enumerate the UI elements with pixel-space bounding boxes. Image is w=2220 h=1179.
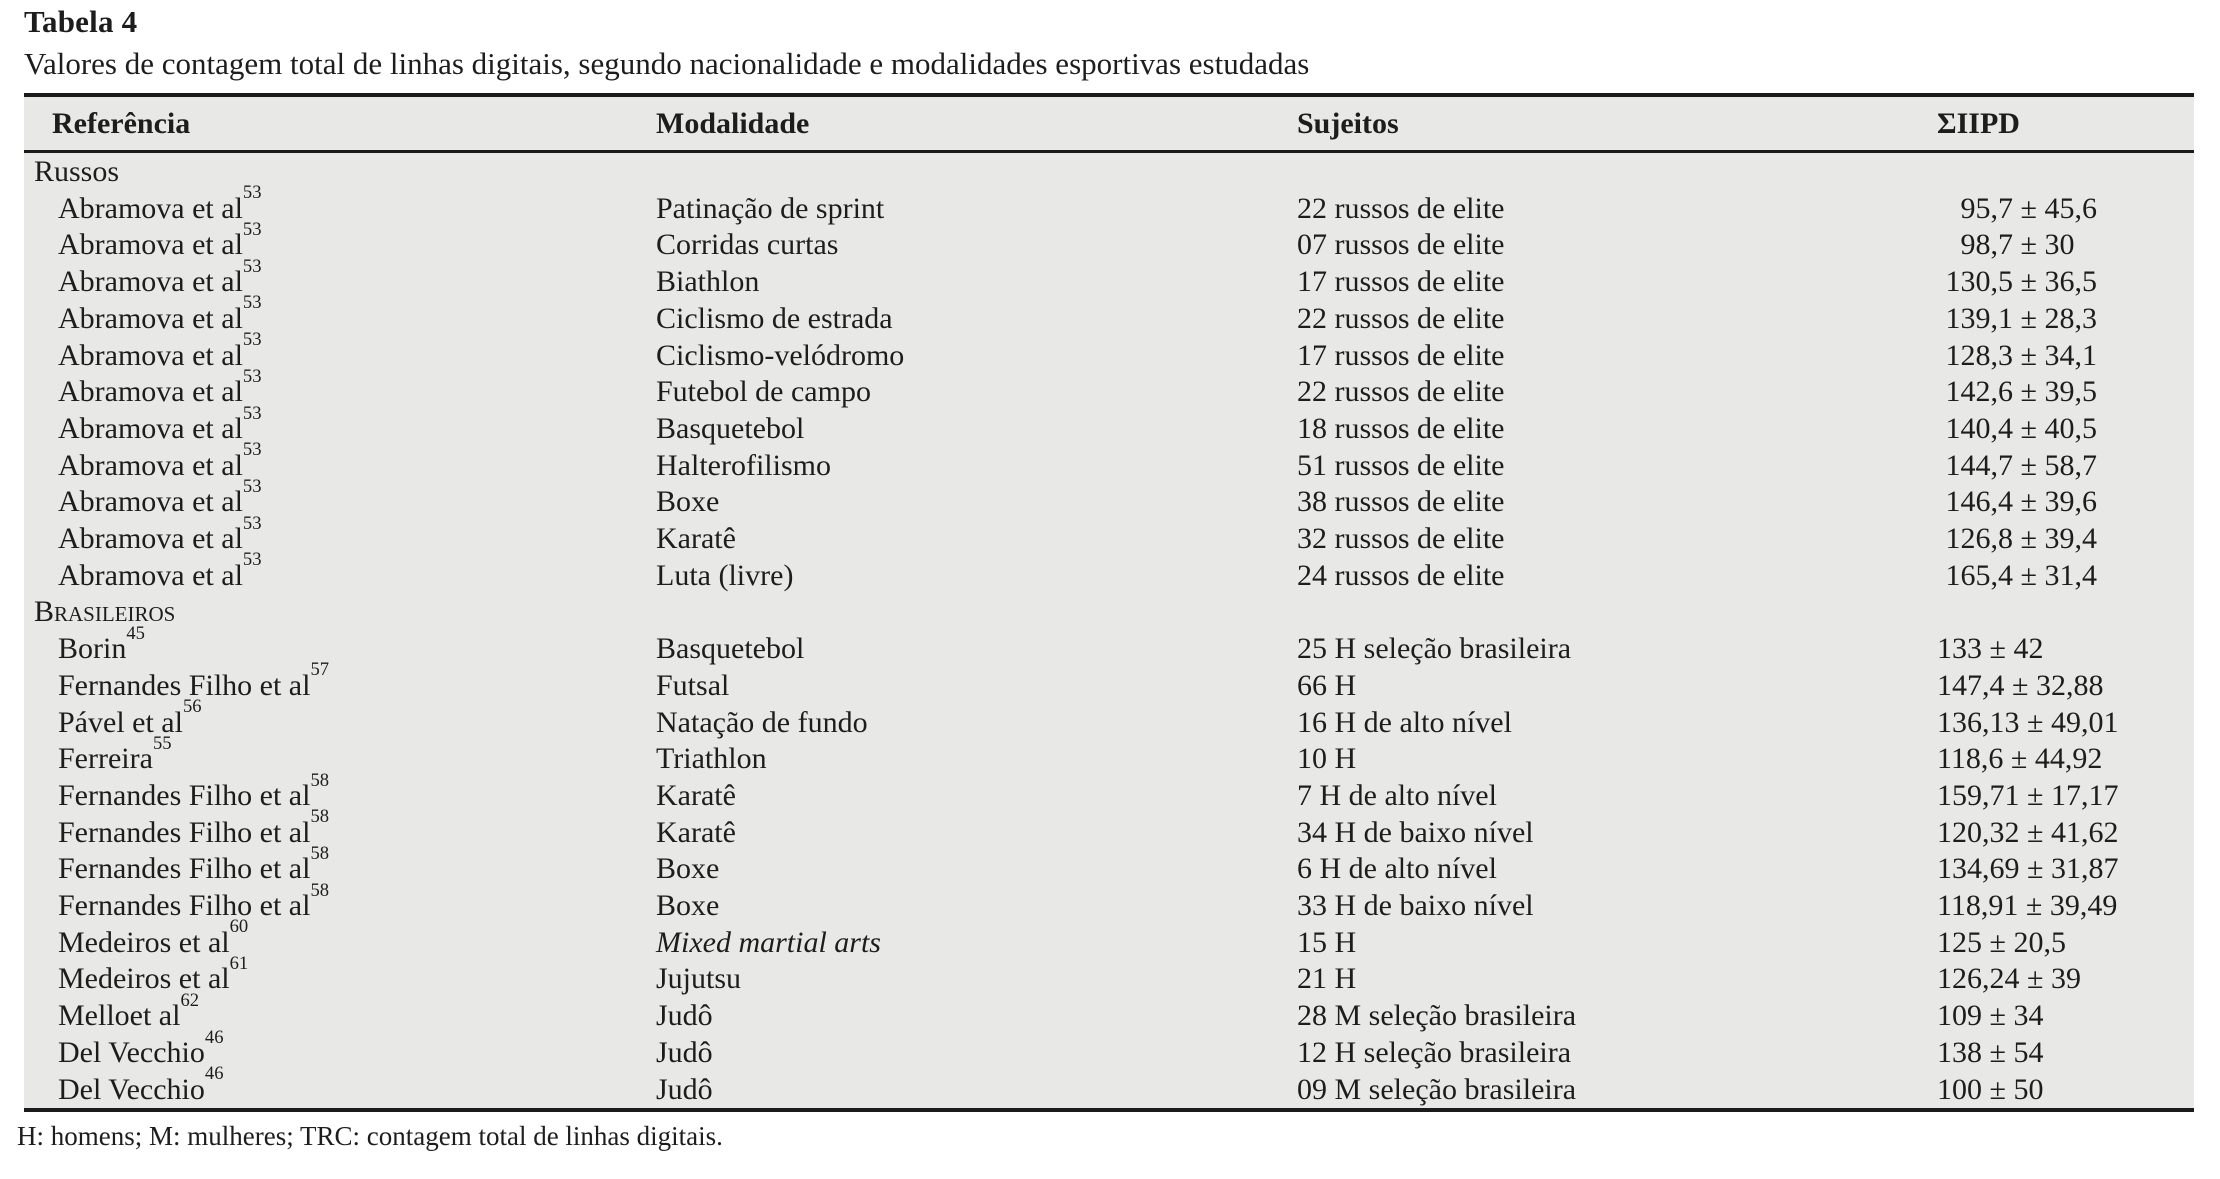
value-mean: 118,91 bbox=[1937, 889, 2019, 923]
modality-cell: Karatê bbox=[656, 815, 736, 849]
value-mean: 134,69 bbox=[1937, 852, 2020, 886]
citation-superscript: 58 bbox=[310, 806, 330, 828]
value-cell: 159,71 ± 17,17 bbox=[1937, 778, 2119, 812]
value-cell: 130,5 ± 36,5 bbox=[1937, 264, 2194, 301]
column-header-referencia: Referência bbox=[52, 106, 191, 140]
value-mean: 98,7 bbox=[1960, 228, 2013, 262]
value-mean: 165,4 bbox=[1945, 558, 2013, 592]
ref-cell: Abramova et $al^{53}$ bbox=[58, 549, 262, 592]
value-mean: 120,32 bbox=[1937, 815, 2020, 849]
ref-cell: Del Vecchio$^{46}$ bbox=[58, 1063, 224, 1106]
citation-superscript: 53 bbox=[242, 255, 262, 277]
table-row bbox=[24, 1026, 2194, 1072]
ref-cell: Melloet $al^{62}$ bbox=[58, 989, 200, 1033]
value-cell: 126,24 ± 39 bbox=[1937, 962, 2081, 996]
column-header-sujeitos: Sujeitos bbox=[1297, 106, 1399, 140]
column-header-modalidade: Modalidade bbox=[656, 106, 810, 140]
table-row bbox=[24, 659, 2194, 705]
ref-cell: Abramova et $al^{53}$ bbox=[58, 292, 262, 335]
citation-superscript: 60 bbox=[229, 916, 249, 938]
table-row bbox=[24, 402, 2194, 448]
value-mean: 95,7 bbox=[1960, 191, 2013, 225]
table-row bbox=[24, 365, 2194, 411]
subjects-cell: 22 russos de elite bbox=[1297, 191, 1505, 225]
subjects-cell: 51 russos de elite bbox=[1297, 448, 1505, 482]
subjects-cell: 12 H seleção brasileira bbox=[1297, 1035, 1572, 1069]
table-row bbox=[24, 843, 2194, 888]
value-mean: 144,7 bbox=[1945, 448, 2013, 482]
table-header-row bbox=[24, 97, 2194, 153]
subjects-cell: 33 H de baixo nível bbox=[1297, 889, 1534, 923]
value-mean: 109 bbox=[1937, 999, 1982, 1033]
value-cell: 142,6 ± 39,5 bbox=[1937, 374, 2194, 411]
ref-cell: Fernandes Filho et $al^{58}$ bbox=[58, 879, 330, 923]
table-row bbox=[24, 439, 2194, 485]
citation-superscript: 62 bbox=[180, 989, 200, 1011]
modality-cell: Ciclismo-velódromo bbox=[656, 338, 905, 372]
modality-cell: Luta (livre) bbox=[656, 558, 794, 592]
modality-cell: Judô bbox=[656, 999, 713, 1033]
citation-superscript: 45 bbox=[126, 622, 145, 644]
subjects-cell: 66 H bbox=[1297, 668, 1357, 702]
value-cell: 126,8 ± 39,4 bbox=[1937, 521, 2194, 558]
ref-cell: Abramova et $al^{53}$ bbox=[58, 475, 262, 519]
table-row bbox=[24, 879, 2194, 925]
table-row bbox=[24, 806, 2194, 852]
modality-cell: Ciclismo de estrada bbox=[656, 301, 893, 335]
subjects-cell: 38 russos de elite bbox=[1297, 485, 1505, 519]
value-cell: 128,3 ± 34,1 bbox=[1937, 338, 2194, 375]
value-cell: 136,13 ± 49,01 bbox=[1937, 705, 2119, 739]
value-mean: 146,4 bbox=[1945, 485, 2013, 519]
modality-cell: Mixed martial arts bbox=[656, 925, 881, 959]
modality-cell: Halterofilismo bbox=[656, 448, 831, 482]
value-cell: 165,4 ± 31,4 bbox=[1937, 558, 2194, 595]
value-cell: 144,7 ± 58,7 bbox=[1937, 448, 2194, 485]
table-label: Tabela 4 bbox=[24, 4, 138, 39]
modality-cell: Boxe bbox=[656, 889, 720, 923]
subjects-cell: 34 H de baixo nível bbox=[1297, 815, 1534, 849]
value-mean: 118,6 bbox=[1937, 742, 2004, 776]
value-cell: 147,4 ± 32,88 bbox=[1937, 668, 2104, 702]
citation-superscript: 53 bbox=[242, 292, 262, 314]
value-cell: 133 ± 42 bbox=[1937, 632, 2044, 666]
value-cell: 98,7 ± 30 bbox=[1937, 227, 2194, 264]
citation-superscript: 53 bbox=[242, 439, 262, 461]
table-row bbox=[24, 255, 2194, 301]
subjects-cell: 24 russos de elite bbox=[1297, 558, 1505, 592]
table-row bbox=[24, 549, 2194, 595]
modality-cell: Boxe bbox=[656, 485, 720, 519]
modality-cell: Biathlon bbox=[656, 265, 760, 299]
ref-cell: Abramova et $al^{53}$ bbox=[58, 402, 262, 445]
subjects-cell: 09 M seleção brasileira bbox=[1297, 1072, 1577, 1106]
modality-cell: Basquetebol bbox=[656, 411, 805, 445]
table-row bbox=[24, 916, 2194, 962]
value-mean: 126,8 bbox=[1945, 522, 2013, 556]
value-mean: 159,71 bbox=[1937, 778, 2020, 812]
ref-cell: Fernandes Filho et $al^{57}$ bbox=[58, 659, 330, 702]
ref-cell: Fernandes Filho et $al^{58}$ bbox=[58, 806, 330, 849]
table bbox=[24, 93, 2194, 1112]
citation-superscript: 58 bbox=[310, 769, 330, 791]
value-cell: 138 ± 54 bbox=[1937, 1035, 2044, 1069]
ref-cell: Medeiros et $al^{60}$ bbox=[58, 916, 249, 959]
column-header-siipd: ΣIIPD bbox=[1937, 106, 2020, 140]
table-row bbox=[24, 732, 2194, 778]
citation-superscript: 53 bbox=[242, 512, 262, 534]
ref-cell: Abramova et $al^{53}$ bbox=[58, 329, 262, 372]
citation-superscript: 57 bbox=[310, 659, 330, 681]
ref-cell: Medeiros et $al^{61}$ bbox=[58, 953, 249, 996]
modality-cell: Futsal bbox=[656, 668, 730, 702]
ref-cell: Borin$^{45}$ bbox=[58, 622, 145, 666]
value-mean: 130,5 bbox=[1945, 265, 2013, 299]
subjects-cell: 6 H de alto nível bbox=[1297, 852, 1497, 886]
citation-superscript: 58 bbox=[310, 879, 330, 901]
table-row bbox=[24, 219, 2194, 264]
subjects-cell: 10 H bbox=[1297, 742, 1357, 776]
modality-cell: Karatê bbox=[656, 522, 736, 556]
ref-cell: Abramova et $al^{53}$ bbox=[58, 439, 262, 482]
value-cell: 140,4 ± 40,5 bbox=[1937, 411, 2194, 448]
subjects-cell: 25 H seleção brasileira bbox=[1297, 632, 1572, 666]
value-mean: 125 bbox=[1937, 925, 1982, 959]
ref-cell: Abramova et $al^{53}$ bbox=[58, 182, 262, 225]
value-cell: 146,4 ± 39,6 bbox=[1937, 484, 2194, 521]
table-row bbox=[24, 1063, 2194, 1108]
ref-cell: Abramova et $al^{53}$ bbox=[58, 365, 262, 409]
ref-cell: Del Vecchio$^{46}$ bbox=[58, 1026, 224, 1069]
value-cell: 134,69 ± 31,87 bbox=[1937, 852, 2119, 886]
table-row bbox=[24, 329, 2194, 375]
value-cell: 118,91 ± 39,49 bbox=[1937, 889, 2118, 923]
value-cell: 125 ± 20,5 bbox=[1937, 925, 2066, 959]
table-row bbox=[24, 953, 2194, 998]
subjects-cell: 17 russos de elite bbox=[1297, 265, 1505, 299]
value-mean: 133 bbox=[1937, 632, 1982, 666]
group-label: Russos bbox=[34, 155, 120, 188]
value-cell: 120,32 ± 41,62 bbox=[1937, 815, 2119, 849]
citation-superscript: 46 bbox=[204, 1026, 224, 1048]
table-footnote: H: homens; M: mulheres; TRC: contagem total de linhas digitais. bbox=[17, 1121, 723, 1151]
value-cell: 139,1 ± 28,3 bbox=[1937, 301, 2194, 338]
group-row bbox=[24, 154, 2194, 191]
value-mean: 139,1 bbox=[1945, 301, 2013, 335]
table-row bbox=[24, 512, 2194, 558]
modality-cell: Corridas curtas bbox=[656, 228, 839, 262]
value-cell: 95,7 ± 45,6 bbox=[1937, 191, 2194, 228]
subjects-cell: 32 russos de elite bbox=[1297, 522, 1505, 556]
citation-superscript: 53 bbox=[242, 329, 262, 351]
ref-cell: Abramova et $al^{53}$ bbox=[58, 219, 262, 262]
table-row bbox=[24, 292, 2194, 338]
subjects-cell: 7 H de alto nível bbox=[1297, 778, 1497, 812]
value-cell: 100 ± 50 bbox=[1937, 1072, 2044, 1106]
subjects-cell: 18 russos de elite bbox=[1297, 411, 1505, 445]
table-row bbox=[24, 622, 2194, 668]
value-mean: 140,4 bbox=[1945, 411, 2013, 445]
value-mean: 136,13 bbox=[1937, 705, 2020, 739]
modality-cell: Judô bbox=[656, 1072, 713, 1106]
group-label: Brasileiros bbox=[34, 595, 176, 629]
modality-cell: Futebol de campo bbox=[656, 375, 871, 409]
table-row bbox=[24, 769, 2194, 815]
subjects-cell: 21 H bbox=[1297, 962, 1357, 996]
citation-superscript: 53 bbox=[242, 402, 262, 424]
modality-cell: Basquetebol bbox=[656, 632, 805, 666]
value-mean: 100 bbox=[1937, 1072, 1982, 1106]
citation-superscript: 53 bbox=[242, 365, 262, 387]
ref-cell: Abramova et $al^{53}$ bbox=[58, 512, 262, 556]
modality-cell: Patinação de sprint bbox=[656, 191, 885, 225]
value-mean: 128,3 bbox=[1945, 338, 2013, 372]
modality-cell: Triathlon bbox=[656, 742, 767, 776]
table-body bbox=[24, 153, 2194, 1108]
citation-superscript: 53 bbox=[242, 475, 262, 497]
subjects-cell: 16 H de alto nível bbox=[1297, 705, 1512, 739]
subjects-cell: 22 russos de elite bbox=[1297, 375, 1505, 409]
value-cell: 109 ± 34 bbox=[1937, 999, 2044, 1033]
citation-superscript: 46 bbox=[204, 1063, 224, 1085]
citation-superscript: 58 bbox=[310, 843, 330, 864]
citation-superscript: 61 bbox=[229, 953, 249, 975]
group-row bbox=[24, 594, 2194, 631]
modality-cell: Boxe bbox=[656, 852, 720, 886]
citation-superscript: 53 bbox=[242, 182, 262, 204]
value-mean: 138 bbox=[1937, 1035, 1982, 1069]
table-row bbox=[24, 182, 2194, 228]
ref-cell: Fernandes Filho et $al^{58}$ bbox=[58, 843, 330, 886]
table-row bbox=[24, 696, 2194, 742]
table-row bbox=[24, 989, 2194, 1035]
ref-cell: Ferreira$^{55}$ bbox=[58, 732, 172, 776]
citation-superscript: 55 bbox=[152, 732, 172, 754]
modality-cell: Judô bbox=[656, 1035, 713, 1069]
subjects-cell: 07 russos de elite bbox=[1297, 228, 1505, 262]
ref-cell: Abramova et $al^{53}$ bbox=[58, 255, 262, 299]
subjects-cell: 15 H bbox=[1297, 925, 1357, 959]
modality-cell: Natação de fundo bbox=[656, 705, 868, 739]
subjects-cell: 22 russos de elite bbox=[1297, 301, 1505, 335]
ref-cell: Pável et $al^{56}$ bbox=[58, 696, 202, 739]
value-mean: 126,24 bbox=[1937, 962, 2020, 996]
citation-superscript: 53 bbox=[242, 549, 262, 571]
ref-cell: Fernandes Filho et $al^{58}$ bbox=[58, 769, 330, 812]
value-mean: 147,4 bbox=[1937, 668, 2005, 702]
subjects-cell: 28 M seleção brasileira bbox=[1297, 999, 1577, 1033]
value-cell: 118,6 ± 44,92 bbox=[1937, 742, 2103, 776]
table-row bbox=[24, 475, 2194, 521]
subjects-cell: 17 russos de elite bbox=[1297, 338, 1505, 372]
modality-cell: Karatê bbox=[656, 778, 736, 812]
table-caption: Valores de contagem total de linhas digitais, segundo nacionalidade e modalidades esportivas estudadas bbox=[24, 46, 1310, 81]
citation-superscript: 53 bbox=[242, 219, 262, 241]
citation-superscript: 56 bbox=[182, 696, 202, 718]
modality-cell: Jujutsu bbox=[656, 962, 742, 996]
value-mean: 142,6 bbox=[1945, 375, 2013, 409]
